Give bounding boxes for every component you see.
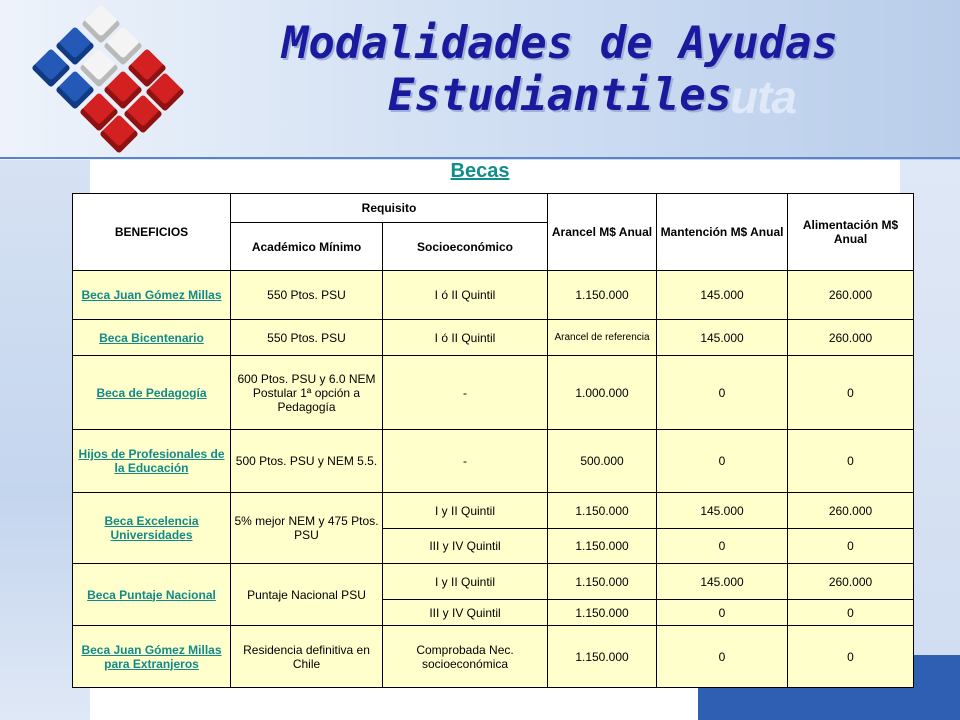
- header-socioeconomico: Socioeconómico: [383, 223, 548, 271]
- header-academico: Académico Mínimo: [231, 223, 383, 271]
- alimentacion-cell: 260.000: [788, 320, 914, 356]
- beneficio-link[interactable]: Hijos de Profesionales de la Educación: [78, 447, 225, 475]
- beneficio-link[interactable]: Beca Juan Gómez Millas para Extranjeros: [81, 642, 222, 671]
- alimentacion-cell: 260.000: [788, 564, 914, 600]
- socio-cell: I y II Quintil: [383, 564, 548, 600]
- uta-logo-text: uta: [730, 71, 796, 123]
- socio-cell: I ó II Quintil: [383, 320, 548, 356]
- university-cube-logo: [25, 2, 190, 157]
- alimentacion-cell: 0: [788, 430, 914, 493]
- academico-cell: 500 Ptos. PSU y NEM 5.5.: [231, 430, 383, 493]
- mantencion-cell: 145.000: [657, 564, 788, 600]
- mantencion-cell: 145.000: [657, 493, 788, 529]
- mantencion-cell: 0: [657, 356, 788, 430]
- page-title: [210, 18, 910, 122]
- mantencion-cell: 145.000: [657, 320, 788, 356]
- arancel-cell: 1.000.000: [548, 356, 657, 430]
- academico-cell: Residencia definitiva en Chile: [231, 626, 383, 688]
- beneficio-link[interactable]: Beca Bicentenario: [99, 330, 204, 345]
- arancel-cell: 1.150.000: [548, 600, 657, 626]
- academico-cell: Puntaje Nacional PSU: [231, 564, 383, 626]
- header-mantencion: Mantención M$ Anual: [657, 194, 788, 271]
- mantencion-cell: 0: [657, 430, 788, 493]
- title-line-2: Estudiantiles: [387, 70, 733, 121]
- table-row: [73, 320, 914, 356]
- becas-table: [72, 193, 914, 688]
- academico-cell: 600 Ptos. PSU y 6.0 NEM Postular 1ª opción a Pedagogía: [231, 356, 383, 430]
- beneficio-link[interactable]: Beca Excelencia Universidades: [104, 514, 199, 542]
- header-requisito: Requisito: [231, 194, 548, 223]
- socio-cell: -: [383, 356, 548, 430]
- table-row: [73, 493, 914, 529]
- header-divider: [0, 157, 960, 159]
- alimentacion-cell: 0: [788, 356, 914, 430]
- mantencion-cell: 0: [657, 600, 788, 626]
- alimentacion-cell: 260.000: [788, 271, 914, 320]
- alimentacion-cell: 0: [788, 529, 914, 564]
- mantencion-cell: 0: [657, 529, 788, 564]
- alimentacion-cell: 0: [788, 600, 914, 626]
- title-line-1: Modalidades de Ayudas: [281, 18, 839, 69]
- socio-cell: I ó II Quintil: [383, 271, 548, 320]
- socio-cell: III y IV Quintil: [383, 600, 548, 626]
- arancel-cell: 1.150.000: [548, 271, 657, 320]
- mantencion-cell: 0: [657, 626, 788, 688]
- alimentacion-cell: 260.000: [788, 493, 914, 529]
- header-arancel: Arancel M$ Anual: [548, 194, 657, 271]
- arancel-cell: 500.000: [548, 430, 657, 493]
- arancel-cell: 1.150.000: [548, 529, 657, 564]
- arancel-cell: 1.150.000: [548, 564, 657, 600]
- alimentacion-cell: 0: [788, 626, 914, 688]
- section-subtitle[interactable]: [0, 160, 960, 183]
- becas-link[interactable]: Becas: [450, 160, 510, 182]
- academico-cell: 550 Ptos. PSU: [231, 271, 383, 320]
- mantencion-cell: 145.000: [657, 271, 788, 320]
- header-alimentacion: Alimentación M$ Anual: [788, 194, 914, 271]
- arancel-cell: 1.150.000: [548, 493, 657, 529]
- table-row: [73, 626, 914, 688]
- socio-cell: I y II Quintil: [383, 493, 548, 529]
- table-row: [73, 564, 914, 600]
- beneficio-link[interactable]: Beca Juan Gómez Millas: [81, 288, 222, 302]
- arancel-cell: Arancel de referencia: [548, 320, 657, 356]
- table-row: [73, 271, 914, 320]
- table-row: [73, 430, 914, 493]
- beneficio-link[interactable]: Beca de Pedagogía: [96, 385, 207, 400]
- table-row: [73, 356, 914, 430]
- beneficio-link[interactable]: Beca Puntaje Nacional: [87, 587, 216, 602]
- arancel-cell: 1.150.000: [548, 626, 657, 688]
- socio-cell: Comprobada Nec. socioeconómica: [383, 626, 548, 688]
- academico-cell: 5% mejor NEM y 475 Ptos. PSU: [231, 493, 383, 564]
- academico-cell: 550 Ptos. PSU: [231, 320, 383, 356]
- socio-cell: -: [383, 430, 548, 493]
- socio-cell: III y IV Quintil: [383, 529, 548, 564]
- header-beneficios: BENEFICIOS: [73, 194, 231, 271]
